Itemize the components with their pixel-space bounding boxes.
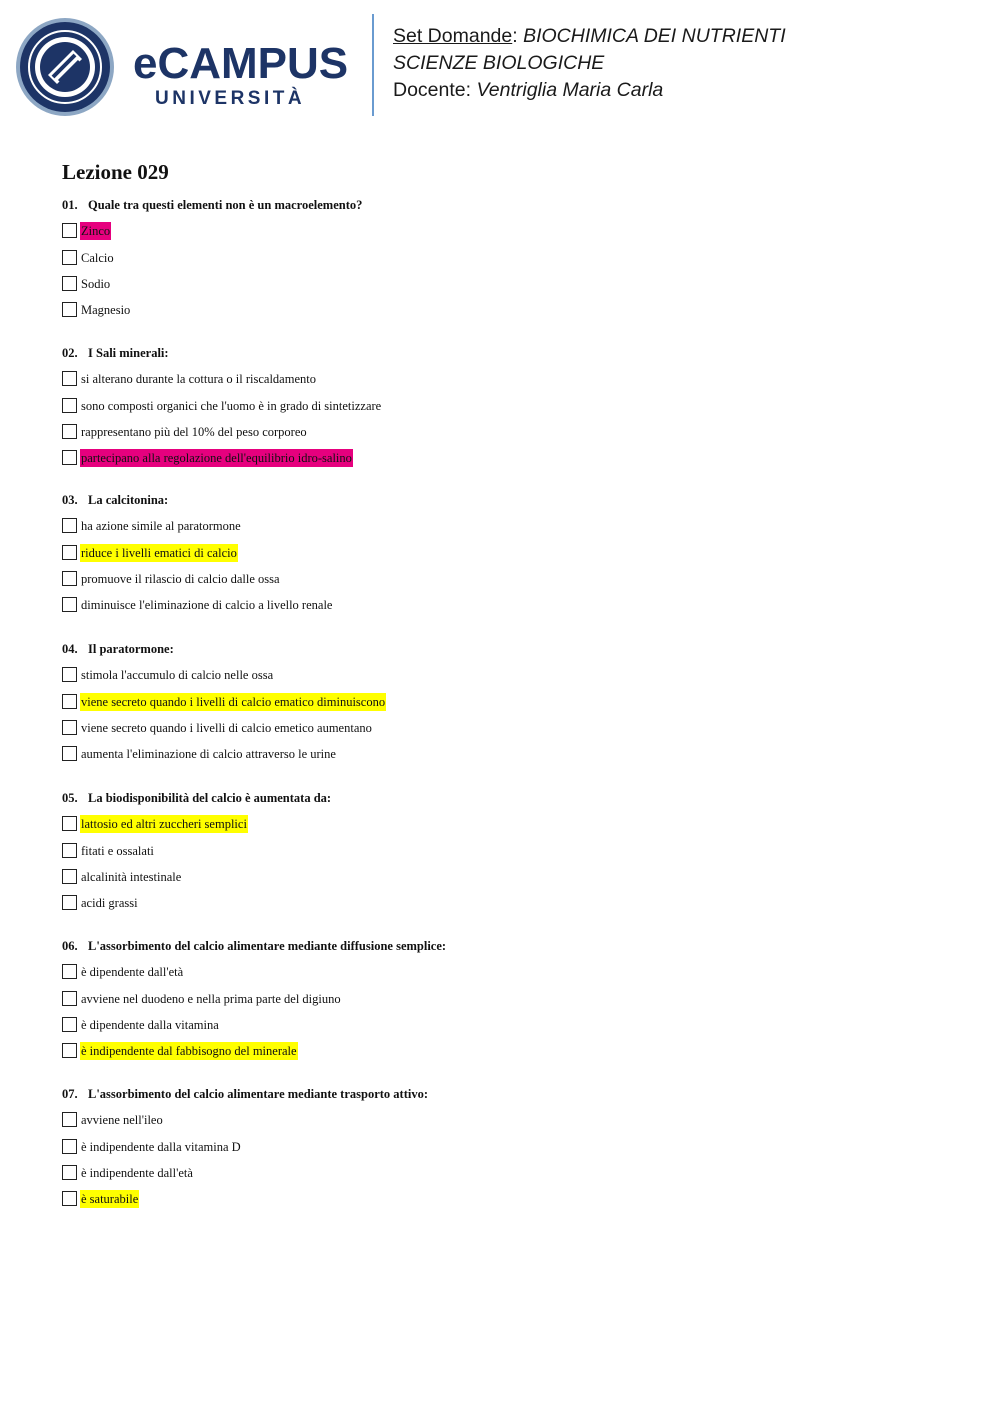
question-number: 06. [62, 939, 78, 953]
question-text: Il paratormone: [88, 642, 174, 656]
answer-text: ha azione simile al paratormone [81, 519, 241, 533]
question-number: 07. [62, 1087, 78, 1101]
answer-checkbox[interactable] [62, 398, 77, 413]
answer-checkbox[interactable] [62, 816, 77, 831]
answer-checkbox[interactable] [62, 571, 77, 586]
course-name: BIOCHIMICA DEI NUTRIENTI [523, 25, 786, 47]
question-2 [62, 344, 382, 465]
question-title [62, 640, 174, 658]
answer-text: è indipendente dall'età [81, 1166, 193, 1180]
question-title [62, 789, 331, 807]
document-header [0, 0, 1000, 130]
question-title [62, 196, 362, 214]
answer-checkbox[interactable] [62, 302, 77, 317]
answer-checkbox[interactable] [62, 667, 77, 682]
answer-text: è indipendente dalla vitamina D [81, 1140, 241, 1154]
answer-checkbox[interactable] [62, 597, 77, 612]
question-text: L'assorbimento del calcio alimentare mediante trasporto attivo: [88, 1087, 428, 1101]
answer-text: promuove il rilascio di calcio dalle ossa [81, 572, 280, 586]
answer-checkbox[interactable] [62, 964, 77, 979]
answer-checkbox[interactable] [62, 1017, 77, 1032]
question-text: La biodisponibilità del calcio è aumentata da: [88, 791, 332, 805]
question-5 [62, 789, 332, 910]
set-label: Set Domande [393, 25, 513, 47]
teacher-name: Ventriglia Maria Carla [476, 79, 664, 101]
answer-text-highlighted: è indipendente dal fabbisogno del minerale [81, 1044, 297, 1058]
answer-checkbox[interactable] [62, 1191, 77, 1206]
header-divider [372, 14, 374, 116]
question-text: L'assorbimento del calcio alimentare mediante diffusione semplice: [88, 939, 447, 953]
answer-text: alcalinità intestinale [81, 870, 182, 884]
answer-checkbox[interactable] [62, 450, 77, 465]
question-title [62, 491, 168, 509]
question-number: 04. [62, 642, 78, 656]
answer-checkbox[interactable] [62, 720, 77, 735]
brand-name: eCAMPUS [133, 39, 349, 88]
answer-checkbox[interactable] [62, 869, 77, 884]
answer-checkbox[interactable] [62, 843, 77, 858]
teacher-line [393, 77, 786, 104]
answer-text-highlighted: riduce i livelli ematici di calcio [81, 546, 237, 560]
teacher-label: Docente: [393, 79, 472, 101]
answer-text: è dipendente dall'età [81, 965, 184, 979]
answer-text: Sodio [81, 277, 111, 291]
answer-checkbox[interactable] [62, 250, 77, 265]
question-text: La calcitonina: [88, 493, 169, 507]
question-title [62, 1085, 428, 1103]
answer-checkbox[interactable] [62, 1043, 77, 1058]
answer-checkbox[interactable] [62, 371, 77, 386]
question-4 [62, 640, 386, 761]
faculty-name: SCIENZE BIOLOGICHE [393, 52, 605, 74]
answer-checkbox[interactable] [62, 1165, 77, 1180]
question-7 [62, 1085, 428, 1206]
answer-text-highlighted: partecipano alla regolazione dell'equilibrio idro-salino [81, 451, 352, 465]
answer-text: fitati e ossalati [81, 844, 154, 858]
question-number: 02. [62, 346, 78, 360]
brand-subtitle: UNIVERSITÀ [155, 88, 306, 109]
answer-text-highlighted: viene secreto quando i livelli di calcio ematico diminuiscono [81, 695, 386, 709]
answer-text: rappresentano più del 10% del peso corporeo [81, 425, 307, 439]
answer-text: diminuisce l'eliminazione di calcio a livello renale [81, 598, 333, 612]
answer-text: sono composti organici che l'uomo è in grado di sintetizzare [81, 399, 382, 413]
question-title [62, 937, 446, 955]
answer-checkbox[interactable] [62, 746, 77, 761]
question-number: 03. [62, 493, 78, 507]
university-seal-logo [15, 17, 115, 117]
answer-text: è dipendente dalla vitamina [81, 1018, 219, 1032]
answer-checkbox[interactable] [62, 424, 77, 439]
answer-text: avviene nell'ileo [81, 1113, 163, 1127]
lesson-title: Lezione 029 [62, 160, 169, 184]
set-colon: : [512, 25, 518, 47]
answer-text: si alterano durante la cottura o il riscaldamento [81, 372, 316, 386]
question-number: 01. [62, 198, 78, 212]
answer-checkbox[interactable] [62, 1112, 77, 1127]
answer-text: Calcio [81, 251, 114, 265]
answer-text: Magnesio [81, 303, 131, 317]
answer-checkbox[interactable] [62, 276, 77, 291]
answer-text-highlighted: lattosio ed altri zuccheri semplici [81, 817, 247, 831]
answer-text: acidi grassi [81, 896, 138, 910]
answer-checkbox[interactable] [62, 895, 77, 910]
question-text: I Sali minerali: [88, 346, 169, 360]
answer-text: aumenta l'eliminazione di calcio attraverso le urine [81, 747, 336, 761]
question-3 [62, 491, 333, 612]
answer-checkbox[interactable] [62, 223, 77, 238]
question-1 [62, 196, 363, 317]
answer-checkbox[interactable] [62, 545, 77, 560]
course-info [393, 23, 786, 104]
answer-text: avviene nel duodeno e nella prima parte del digiuno [81, 992, 341, 1006]
answer-text-highlighted: Zinco [81, 224, 111, 238]
question-title [62, 344, 169, 362]
answer-text-highlighted: è saturabile [81, 1192, 139, 1206]
answer-checkbox[interactable] [62, 518, 77, 533]
answer-text: viene secreto quando i livelli di calcio emetico aumentano [81, 721, 372, 735]
answer-checkbox[interactable] [62, 694, 77, 709]
answer-checkbox[interactable] [62, 1139, 77, 1154]
answer-text: stimola l'accumulo di calcio nelle ossa [81, 668, 274, 682]
answer-checkbox[interactable] [62, 991, 77, 1006]
question-number: 05. [62, 791, 78, 805]
question-6 [62, 937, 447, 1058]
brand-wordmark [133, 39, 358, 110]
question-text: Quale tra questi elementi non è un macroelemento? [88, 198, 363, 212]
faculty-line [393, 50, 786, 77]
course-title-line [393, 23, 786, 50]
